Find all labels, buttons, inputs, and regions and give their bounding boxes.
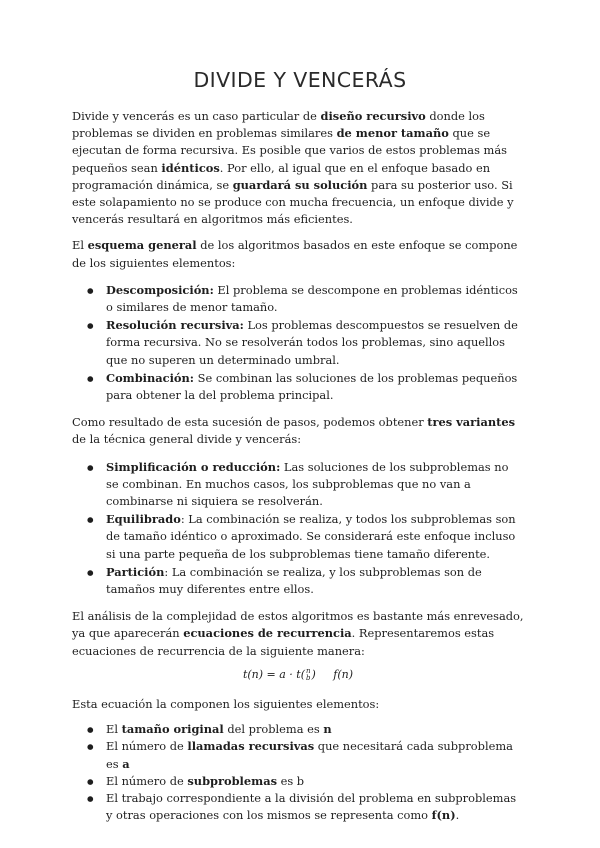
elements-list [72,282,524,404]
formula-lhs: t(n) = a · t( [242,667,305,681]
intro-paragraph: Divide y vencerás es un caso particular de diseño recursivo donde los problemas se dividen en problemas similares de menor tamaño que se ejecutan de forma recursiva. Es posible que varios de estos problemas más pequeños sean idénticos. Por ello, al igual que en el enfoque basado en programación dinámica, se guardará su solución para su posterior uso. Si este solapamiento no se produce con mucha frecuencia, un enfoque divide y vencerás resultará en algoritmos más eficientes. [72,109,514,227]
list-item: ● El número de llamadas recursivas que necesitará cada subproblema es a [106,738,524,772]
document-body [72,108,524,824]
formula-fraction: n b [306,666,311,682]
recurrence-formula [72,666,524,686]
list-item: ● Combinación: Se combinan las soluciones de los problemas pequeños para obtener la del problema principal. [106,370,524,404]
list-item: ● Equilibrado: La combinación se realiza, y todos los subproblemas son de tamaño idéntico o aproximado. Se considerará este enfoque incluso si una parte pequeña de los subproblemas tiene tamaño diferente. [106,511,524,563]
variants-paragraph: Como resultado de esta sucesión de pasos, podemos obtener tres variantes de la técnica general divide y vencerás: [72,415,516,447]
list-item: ● Simplificación o reducción: Las soluciones de los subproblemas no se combinan. En muchos casos, los subproblemas que no van a combinarse ni siquiera se resolverán. [106,459,524,511]
list-item: ● El tamaño original del problema es n [106,721,524,738]
schema-paragraph: El esquema general de los algoritmos basados en este enfoque se compone de los siguientes elementos: [72,238,518,270]
components-intro: Esta ecuación la componen los siguientes elementos: [72,696,380,711]
list-item: ● El trabajo correspondiente a la división del problema en subproblemas y otras operaciones con los mismos se representa como f(n). [106,790,524,824]
formula-rhs: f(n) [333,667,354,681]
list-item: ● Resolución recursiva: Los problemas descompuestos se resuelven de forma recursiva. No se resolverán todos los problemas, sino aquellos que no superen un determinado umbral. [106,317,524,369]
list-item: ● Descomposición: El problema se descompone en problemas idénticos o similares de menor tamaño. [106,282,524,316]
list-item: ● Partición: La combinación se realiza, y los subproblemas son de tamaños muy diferentes entre ellos. [106,564,524,598]
list-item: ● El número de subproblemas es b [106,773,524,790]
page-title: DIVIDE Y VENCERÁS [193,68,407,92]
formula-close: ) [311,667,316,681]
analysis-paragraph: El análisis de la complejidad de estos algoritmos es bastante más enrevesado, ya que aparecerán ecuaciones de recurrencia. Representaremos estas ecuaciones de recurrencia de la siguiente manera: [72,609,524,658]
components-list [72,721,524,824]
variants-list [72,459,524,599]
